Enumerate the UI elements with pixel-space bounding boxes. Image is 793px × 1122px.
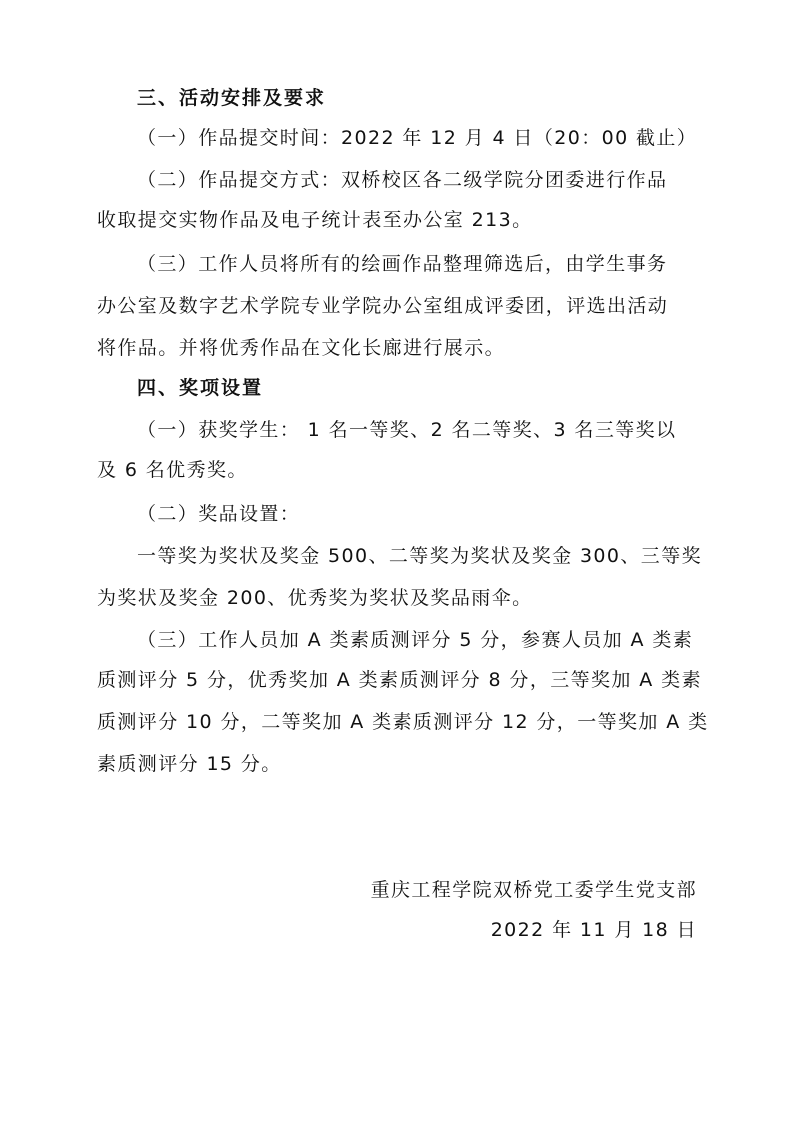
paragraph-line: 质测评分 10 分，二等奖加 A 类素质测评分 12 分，一等奖加 A 类 [97,711,709,733]
signature-organization: 重庆工程学院双桥党工委学生党支部 [370,879,697,901]
section-heading-activity-arrangement: 三、活动安排及要求 [137,87,327,109]
paragraph-line: 收取提交实物作品及电子统计表至办公室 213。 [97,209,533,231]
paragraph-line: 及 6 名优秀奖。 [97,459,248,481]
signature-date: 2022 年 11 月 18 日 [490,919,697,941]
paragraph-line: 质测评分 5 分，优秀奖加 A 类素质测评分 8 分，三等奖加 A 类素 [97,669,702,691]
paragraph-line: （二）作品提交方式：双桥校区各二级学院分团委进行作品 [137,169,668,191]
paragraph-line: （一）获奖学生： 1 名一等奖、2 名二等奖、3 名三等奖以 [137,419,677,441]
paragraph-line: 将作品。并将优秀作品在文化长廊进行展示。 [97,337,506,359]
paragraph-line: （一）作品提交时间：2022 年 12 月 4 日（20：00 截止） [137,127,698,149]
paragraph-line: （三）工作人员将所有的绘画作品整理筛选后，由学生事务 [137,253,668,275]
paragraph-line: （三）工作人员加 A 类素质测评分 5 分，参赛人员加 A 类素 [137,629,694,651]
section-heading-award-setting: 四、奖项设置 [137,377,264,399]
paragraph-line: （二）奖品设置： [137,503,301,525]
paragraph-line: 为奖状及奖金 200、优秀奖为奖状及奖品雨伞。 [97,587,533,609]
paragraph-line: 素质测评分 15 分。 [97,753,282,775]
paragraph-line: 办公室及数字艺术学院专业学院办公室组成评委团，评选出活动 [97,295,669,317]
paragraph-line: 一等奖为奖状及奖金 500、二等奖为奖状及奖金 300、三等奖 [137,545,703,567]
